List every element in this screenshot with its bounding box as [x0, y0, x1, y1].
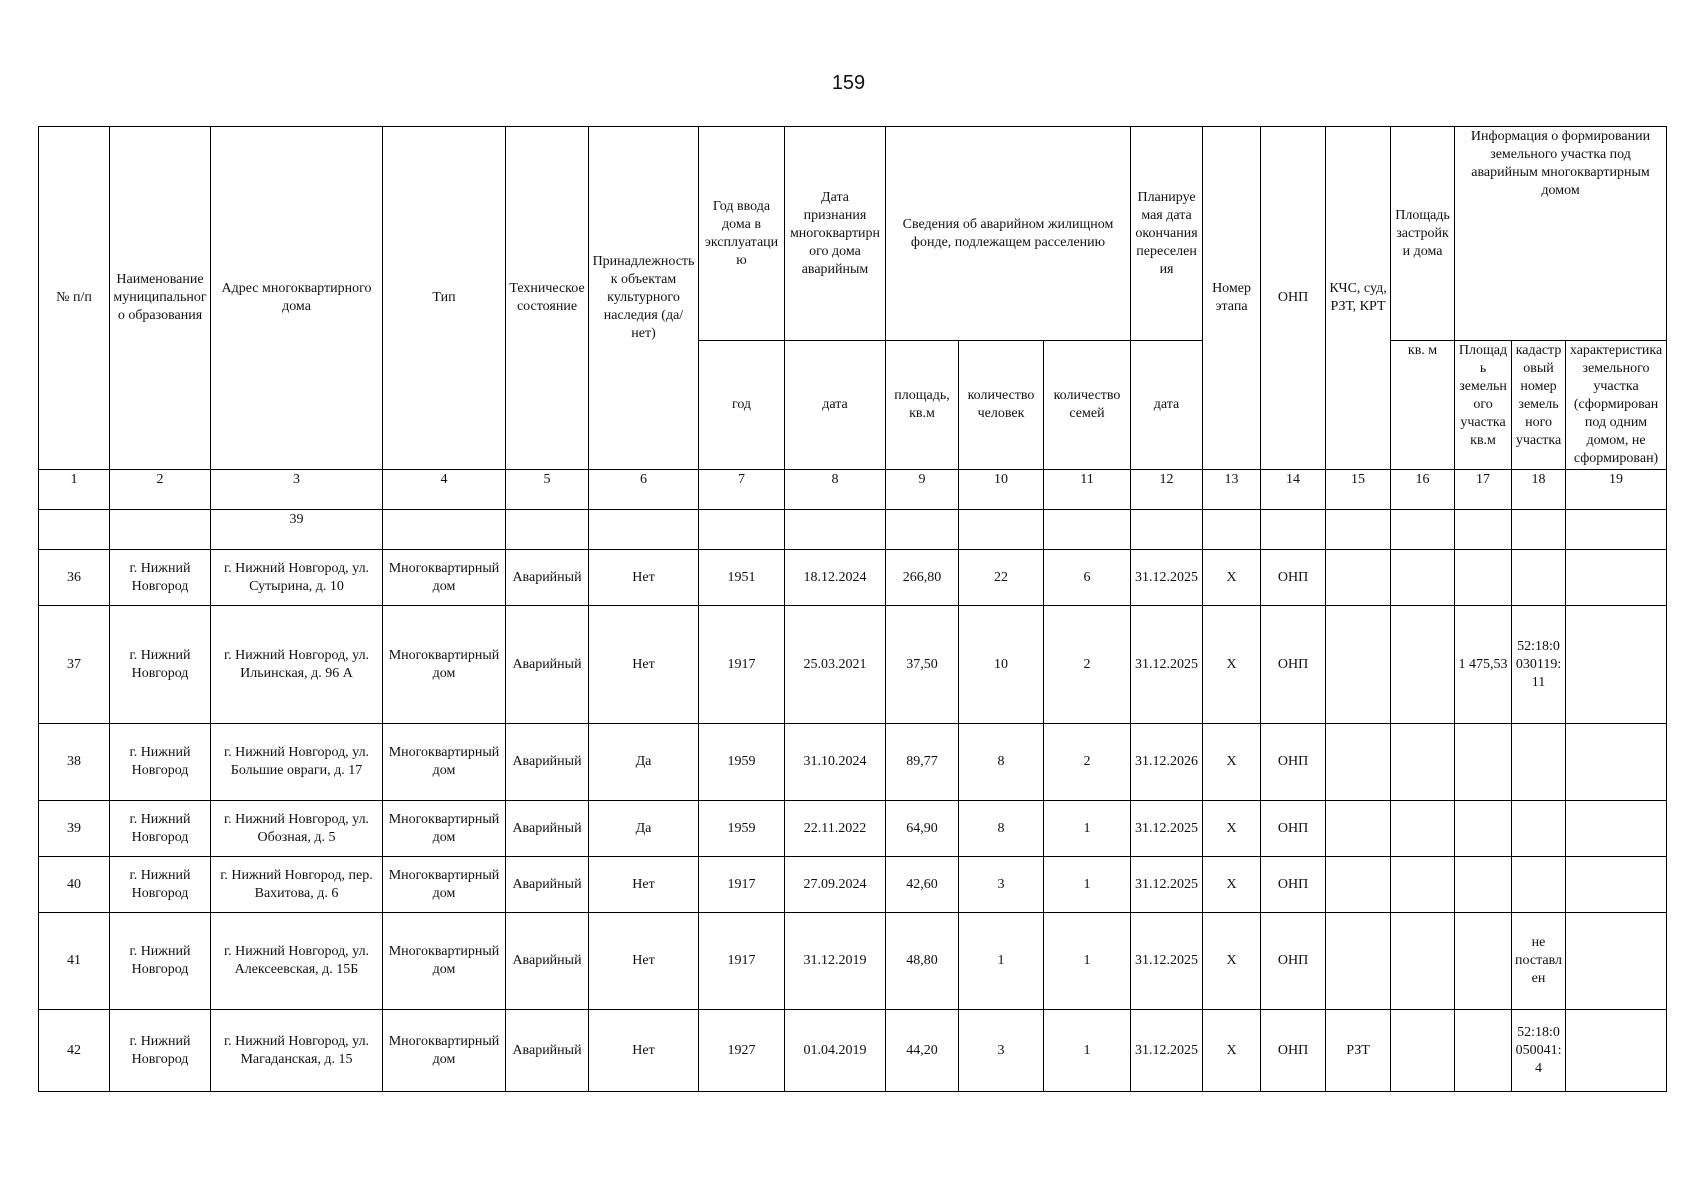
cell	[785, 510, 886, 550]
row-onp: ОНП	[1261, 606, 1326, 724]
row-kchs: РЗТ	[1326, 1010, 1391, 1092]
column-number: 15	[1326, 470, 1391, 510]
row-cultural: Нет	[589, 606, 699, 724]
row-type: Многоквартирный дом	[383, 913, 506, 1010]
row-year: 1927	[699, 1010, 785, 1092]
row-planned-date: 31.12.2025	[1131, 550, 1203, 606]
row-municipality: г. Нижний Новгород	[110, 606, 211, 724]
row-stage: Х	[1203, 857, 1261, 913]
row-address: г. Нижний Новгород, пер. Вахитова, д. 6	[211, 857, 383, 913]
row-kchs	[1326, 857, 1391, 913]
header-cultural: Принадлежность к объектам культурного наследия (да/нет)	[589, 127, 699, 470]
row-tech-state: Аварийный	[506, 724, 589, 801]
table-row	[39, 724, 1667, 801]
column-number: 4	[383, 470, 506, 510]
row-municipality: г. Нижний Новгород	[110, 801, 211, 857]
row-built-area	[1391, 913, 1455, 1010]
page-number: 159	[831, 72, 866, 94]
column-number: 5	[506, 470, 589, 510]
row-cultural: Нет	[589, 913, 699, 1010]
row-built-area	[1391, 606, 1455, 724]
header-municipality: Наименование муниципального образования	[110, 127, 211, 470]
row-year: 1917	[699, 606, 785, 724]
row-land-area	[1455, 550, 1512, 606]
column-number: 17	[1455, 470, 1512, 510]
row-num: 40	[39, 857, 110, 913]
row-recognition-date: 22.11.2022	[785, 801, 886, 857]
subheader-built-unit: кв. м	[1391, 341, 1455, 470]
row-cadastral	[1512, 801, 1566, 857]
emergency-housing-table	[38, 126, 1667, 1092]
row-address: г. Нижний Новгород, ул. Сутырина, д. 10	[211, 550, 383, 606]
row-municipality: г. Нижний Новгород	[110, 913, 211, 1010]
subheader-area: площадь, кв.м	[886, 341, 959, 470]
cell	[1512, 510, 1566, 550]
row-year: 1917	[699, 913, 785, 1010]
row-num: 37	[39, 606, 110, 724]
row-type: Многоквартирный дом	[383, 1010, 506, 1092]
table-row	[39, 801, 1667, 857]
column-number: 13	[1203, 470, 1261, 510]
row-type: Многоквартирный дом	[383, 606, 506, 724]
row-stage: Х	[1203, 1010, 1261, 1092]
row-land-char	[1566, 606, 1667, 724]
cell	[1455, 510, 1512, 550]
row-recognition-date: 31.12.2019	[785, 913, 886, 1010]
row-address: г. Нижний Новгород, ул. Большие овраги, д. 17	[211, 724, 383, 801]
row-families: 1	[1044, 801, 1131, 857]
cell	[959, 510, 1044, 550]
cell	[1261, 510, 1326, 550]
row-cadastral: не поставлен	[1512, 913, 1566, 1010]
header-built-area: Площадь застройки дома	[1391, 127, 1455, 341]
row-num: 39	[39, 801, 110, 857]
header-type: Тип	[383, 127, 506, 470]
table-row	[39, 606, 1667, 724]
row-type: Многоквартирный дом	[383, 550, 506, 606]
row-type: Многоквартирный дом	[383, 801, 506, 857]
row-people: 3	[959, 1010, 1044, 1092]
row-municipality: г. Нижний Новгород	[110, 724, 211, 801]
row-address: г. Нижний Новгород, ул. Алексеевская, д. 15Б	[211, 913, 383, 1010]
row-land-char	[1566, 857, 1667, 913]
row-land-char	[1566, 1010, 1667, 1092]
row-recognition-date: 31.10.2024	[785, 724, 886, 801]
row-cadastral	[1512, 857, 1566, 913]
row-stage: Х	[1203, 801, 1261, 857]
row-built-area	[1391, 724, 1455, 801]
row-area: 48,80	[886, 913, 959, 1010]
row-land-area	[1455, 724, 1512, 801]
row-planned-date: 31.12.2025	[1131, 606, 1203, 724]
column-number: 14	[1261, 470, 1326, 510]
column-number: 19	[1566, 470, 1667, 510]
row-families: 2	[1044, 724, 1131, 801]
header-stage: Номер этапа	[1203, 127, 1261, 470]
row-planned-date: 31.12.2025	[1131, 1010, 1203, 1092]
row-people: 1	[959, 913, 1044, 1010]
row-kchs	[1326, 606, 1391, 724]
page-ref-row	[39, 510, 1667, 550]
row-built-area	[1391, 550, 1455, 606]
table-row	[39, 550, 1667, 606]
table-row	[39, 857, 1667, 913]
cell	[1131, 510, 1203, 550]
column-number: 2	[110, 470, 211, 510]
row-cadastral	[1512, 550, 1566, 606]
column-number: 3	[211, 470, 383, 510]
row-recognition-date: 01.04.2019	[785, 1010, 886, 1092]
row-onp: ОНП	[1261, 1010, 1326, 1092]
row-area: 42,60	[886, 857, 959, 913]
cell	[1391, 510, 1455, 550]
row-cadastral: 52:18:0050041:4	[1512, 1010, 1566, 1092]
row-people: 3	[959, 857, 1044, 913]
row-land-char	[1566, 801, 1667, 857]
row-planned-date: 31.12.2025	[1131, 857, 1203, 913]
cell	[589, 510, 699, 550]
cell	[39, 510, 110, 550]
row-people: 22	[959, 550, 1044, 606]
cell	[886, 510, 959, 550]
row-built-area	[1391, 801, 1455, 857]
page-ref-cell: 39	[211, 510, 383, 550]
row-area: 266,80	[886, 550, 959, 606]
row-families: 1	[1044, 1010, 1131, 1092]
cell	[1044, 510, 1131, 550]
column-number: 8	[785, 470, 886, 510]
row-area: 64,90	[886, 801, 959, 857]
header-land-group: Информация о формировании земельного участка под аварийным многоквартирным домом	[1455, 127, 1667, 341]
table-row	[39, 913, 1667, 1010]
row-land-area	[1455, 801, 1512, 857]
column-number: 10	[959, 470, 1044, 510]
header-year-group: Год ввода дома в эксплуатацию	[699, 127, 785, 341]
row-people: 10	[959, 606, 1044, 724]
cell	[110, 510, 211, 550]
row-onp: ОНП	[1261, 913, 1326, 1010]
row-kchs	[1326, 913, 1391, 1010]
row-tech-state: Аварийный	[506, 801, 589, 857]
row-land-area	[1455, 913, 1512, 1010]
row-families: 2	[1044, 606, 1131, 724]
row-cultural: Да	[589, 724, 699, 801]
row-tech-state: Аварийный	[506, 550, 589, 606]
row-families: 6	[1044, 550, 1131, 606]
row-planned-date: 31.12.2026	[1131, 724, 1203, 801]
row-cadastral: 52:18:0030119:11	[1512, 606, 1566, 724]
column-number: 9	[886, 470, 959, 510]
subheader-date: дата	[785, 341, 886, 470]
row-onp: ОНП	[1261, 550, 1326, 606]
row-address: г. Нижний Новгород, ул. Обозная, д. 5	[211, 801, 383, 857]
column-number: 11	[1044, 470, 1131, 510]
column-number: 18	[1512, 470, 1566, 510]
column-number: 6	[589, 470, 699, 510]
row-families: 1	[1044, 857, 1131, 913]
column-number-row	[39, 470, 1667, 510]
header-onp: ОНП	[1261, 127, 1326, 470]
row-people: 8	[959, 724, 1044, 801]
subheader-year: год	[699, 341, 785, 470]
row-planned-date: 31.12.2025	[1131, 801, 1203, 857]
row-cultural: Нет	[589, 550, 699, 606]
row-num: 38	[39, 724, 110, 801]
row-recognition-date: 25.03.2021	[785, 606, 886, 724]
table-row	[39, 1010, 1667, 1092]
row-area: 89,77	[886, 724, 959, 801]
row-num: 41	[39, 913, 110, 1010]
row-cultural: Нет	[589, 1010, 699, 1092]
cell	[383, 510, 506, 550]
row-cultural: Нет	[589, 857, 699, 913]
row-recognition-date: 27.09.2024	[785, 857, 886, 913]
subheader-land-area	[1455, 341, 1512, 470]
header-num: № п/п	[39, 127, 110, 470]
row-num: 42	[39, 1010, 110, 1092]
row-municipality: г. Нижний Новгород	[110, 1010, 211, 1092]
row-num: 36	[39, 550, 110, 606]
row-onp: ОНП	[1261, 724, 1326, 801]
row-kchs	[1326, 801, 1391, 857]
row-recognition-date: 18.12.2024	[785, 550, 886, 606]
row-onp: ОНП	[1261, 857, 1326, 913]
header-address: Адрес многоквартирного дома	[211, 127, 383, 470]
row-area: 44,20	[886, 1010, 959, 1092]
land-area-unit: кв.м	[1470, 433, 1496, 448]
row-onp: ОНП	[1261, 801, 1326, 857]
row-land-char	[1566, 550, 1667, 606]
row-type: Многоквартирный дом	[383, 724, 506, 801]
row-type: Многоквартирный дом	[383, 857, 506, 913]
subheader-people: количество человек	[959, 341, 1044, 470]
row-address: г. Нижний Новгород, ул. Магаданская, д. 15	[211, 1010, 383, 1092]
cell	[506, 510, 589, 550]
row-municipality: г. Нижний Новгород	[110, 857, 211, 913]
column-number: 12	[1131, 470, 1203, 510]
column-number: 7	[699, 470, 785, 510]
row-kchs	[1326, 550, 1391, 606]
row-land-char	[1566, 913, 1667, 1010]
column-number: 16	[1391, 470, 1455, 510]
subheader-families: количество семей	[1044, 341, 1131, 470]
row-year: 1959	[699, 724, 785, 801]
subheader-planned-date: дата	[1131, 341, 1203, 470]
column-number: 1	[39, 470, 110, 510]
subheader-land-char: характеристика земельного участка (сформирован под одним домом, не сформирован)	[1566, 341, 1667, 470]
row-stage: Х	[1203, 550, 1261, 606]
row-year: 1917	[699, 857, 785, 913]
cell	[1203, 510, 1261, 550]
row-land-area	[1455, 857, 1512, 913]
header-kchs: КЧС, суд, РЗТ, КРТ	[1326, 127, 1391, 470]
row-land-char	[1566, 724, 1667, 801]
header-planned-group: Планируемая дата окончания переселения	[1131, 127, 1203, 341]
row-area: 37,50	[886, 606, 959, 724]
row-address: г. Нижний Новгород, ул. Ильинская, д. 96 А	[211, 606, 383, 724]
header-recognition-group: Дата признания многоквартирного дома аварийным	[785, 127, 886, 341]
row-cultural: Да	[589, 801, 699, 857]
row-cadastral	[1512, 724, 1566, 801]
row-stage: Х	[1203, 913, 1261, 1010]
subheader-cadastral: кадастровый номер земельного участка	[1512, 341, 1566, 470]
header-tech-state: Техническое состояние	[506, 127, 589, 470]
row-kchs	[1326, 724, 1391, 801]
header-fund-group: Сведения об аварийном жилищном фонде, подлежащем расселению	[886, 127, 1131, 341]
row-tech-state: Аварийный	[506, 913, 589, 1010]
cell	[699, 510, 785, 550]
row-built-area	[1391, 1010, 1455, 1092]
row-people: 8	[959, 801, 1044, 857]
row-year: 1951	[699, 550, 785, 606]
row-families: 1	[1044, 913, 1131, 1010]
row-stage: Х	[1203, 724, 1261, 801]
row-tech-state: Аварийный	[506, 1010, 589, 1092]
row-tech-state: Аварийный	[506, 857, 589, 913]
cell	[1326, 510, 1391, 550]
row-land-area	[1455, 1010, 1512, 1092]
row-year: 1959	[699, 801, 785, 857]
row-stage: Х	[1203, 606, 1261, 724]
land-area-label: Площадь земельного участка	[1458, 343, 1508, 430]
cell	[1566, 510, 1667, 550]
row-planned-date: 31.12.2025	[1131, 913, 1203, 1010]
row-municipality: г. Нижний Новгород	[110, 550, 211, 606]
row-built-area	[1391, 857, 1455, 913]
row-land-area: 1 475,53	[1455, 606, 1512, 724]
row-tech-state: Аварийный	[506, 606, 589, 724]
